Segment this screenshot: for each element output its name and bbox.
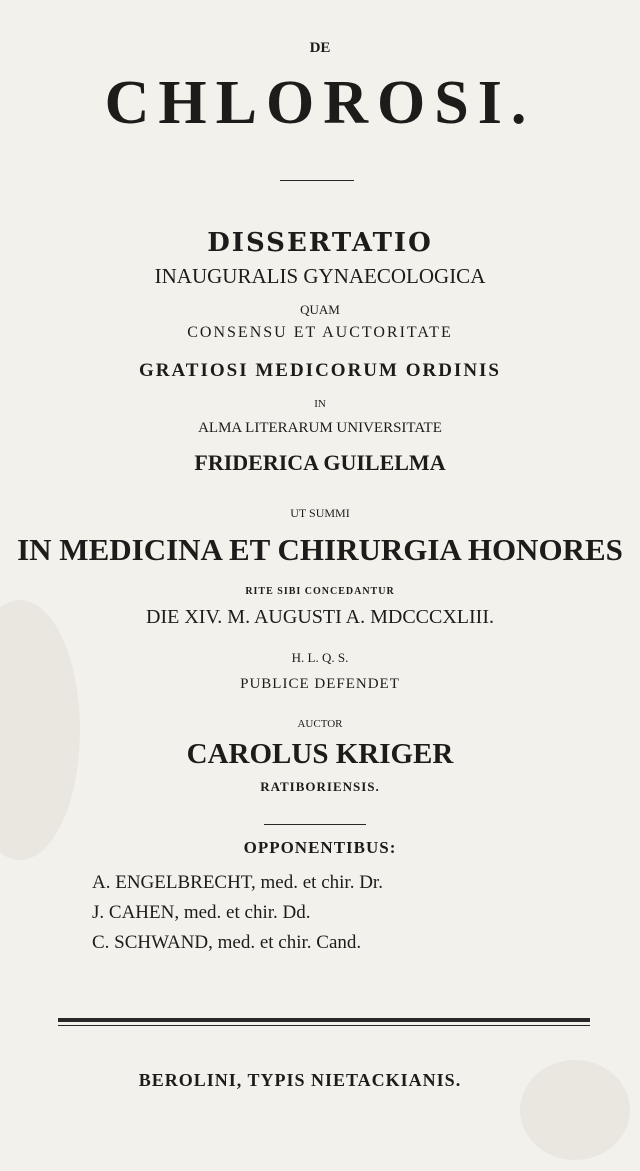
- imprint: BEROLINI, TYPIS NIETACKIANIS.: [138, 1070, 462, 1090]
- date-line: DIE XIV. M. AUGUSTI A. MDCCCXLIII.: [146, 606, 494, 628]
- opponent-3: C. SCHWAND, med. et chir. Cand.: [92, 932, 362, 953]
- divider: [264, 824, 366, 825]
- opponent-2: J. CAHEN, med. et chir. Dd.: [92, 902, 311, 923]
- alma-line: ALMA LITERARUM UNIVERSITATE: [198, 420, 442, 436]
- rite-line: RITE SIBI CONCEDANTUR: [245, 586, 395, 597]
- thick-rule: [58, 1018, 590, 1022]
- hlqs-line: H. L. Q. S.: [291, 650, 349, 665]
- university-name: FRIDERICA GUILELMA: [194, 450, 446, 475]
- thin-rule: [58, 1025, 590, 1026]
- author-origin: RATIBORIENSIS.: [260, 779, 380, 794]
- divider: [280, 180, 354, 181]
- word-quam: QUAM: [300, 302, 340, 317]
- author-name: CAROLUS KRIGER: [186, 738, 454, 770]
- consensu-line: CONSENSU ET AUCTORITATE: [187, 324, 453, 341]
- gratiosi-line: GRATIOSI MEDICORUM ORDINIS: [138, 360, 501, 381]
- main-title: CHLOROSI.: [104, 69, 536, 137]
- title-de: DE: [309, 40, 331, 56]
- auctor-label: AUCTOR: [297, 718, 343, 730]
- honores-line: IN MEDICINA ET CHIRURGIA HONORES: [17, 532, 623, 567]
- ut-summi-line: UT SUMMI: [290, 506, 350, 520]
- paper-stain: [0, 600, 80, 860]
- heading-dissertatio: DISSERTATIO: [207, 228, 433, 258]
- word-in: IN: [314, 398, 326, 410]
- opponentibus-heading: OPPONENTIBUS:: [243, 838, 397, 857]
- subtitle-inauguralis: INAUGURALIS GYNAECOLOGICA: [154, 264, 486, 288]
- publice-line: PUBLICE DEFENDET: [240, 676, 400, 692]
- opponent-1: A. ENGELBRECHT, med. et chir. Dr.: [92, 872, 383, 893]
